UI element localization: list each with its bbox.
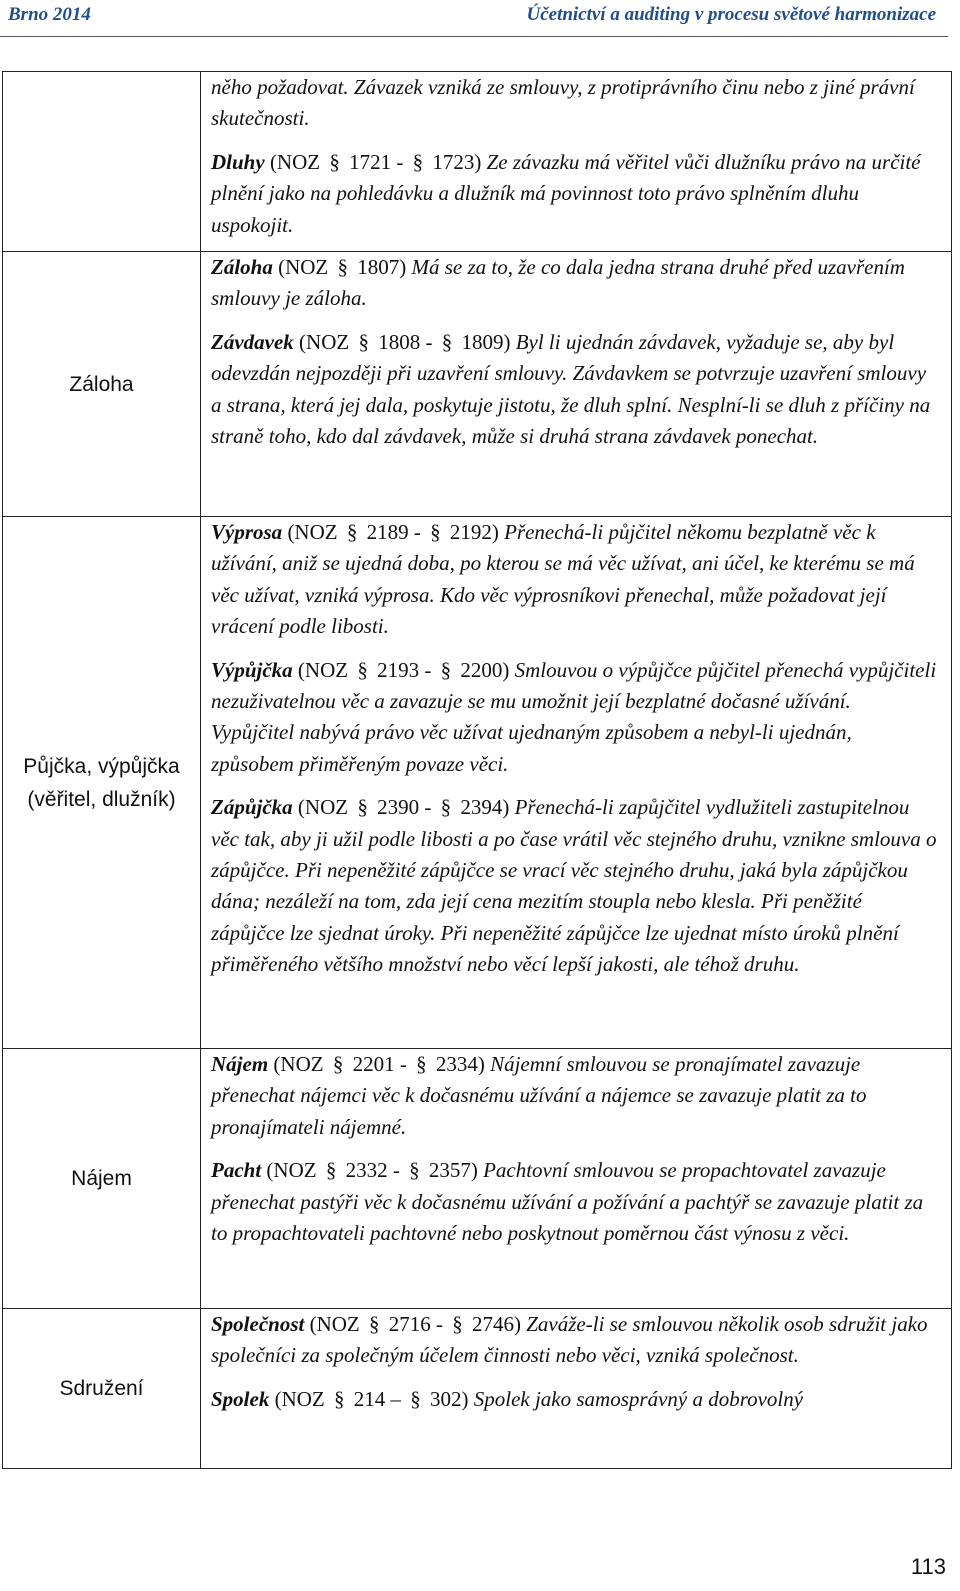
definition-paragraph (211, 72, 939, 135)
text-fragment: 1807) (352, 255, 412, 279)
section-sign: § (440, 657, 452, 682)
section-sign: § (409, 1158, 420, 1183)
text-fragment: 302) (424, 1386, 474, 1411)
section-sign: § (332, 1052, 344, 1076)
term-title: Zápůjčka (211, 795, 293, 820)
section-sign: § (416, 1052, 427, 1076)
row-definitions (201, 252, 952, 517)
definition-paragraph (211, 517, 939, 643)
term-title: Výpůjčka (211, 657, 293, 682)
text-fragment: Ze závazku má věřitel vůči dlužníku právo na určité plnění jako na pohledávku a dlužník má povinnost toto právo splněním dluhu uspokojit. (211, 149, 921, 237)
definition-paragraph (211, 655, 939, 781)
row-definitions (201, 1309, 952, 1469)
text-fragment: Smlouvou o výpůjčce půjčitel přenechá vypůjčiteli nezuživatelnou věc a zavazuje se mu umožnit její bezplatné dočasné užívání. Vypůjčitel nabývá právo věc užívat ujednaným způsobem a nebyl-li ujednán, způsobem přiměřeným povaze věci. (211, 657, 937, 776)
section-sign: § (325, 1158, 337, 1183)
text-fragment: 2334) (430, 1052, 491, 1076)
section-sign: § (452, 1312, 463, 1336)
section-sign: § (358, 329, 369, 354)
text-fragment: 214 – (348, 1386, 407, 1411)
definition-paragraph (211, 1155, 939, 1249)
text-fragment: Nájemní smlouvou se pronajímatel zavazuje přenechat nájemci věc k dočasnému užívání a nájemce se zavazuje platit za to pronajímateli nájemné. (211, 1052, 867, 1139)
section-sign: § (334, 1386, 345, 1411)
text-fragment: Má se za to, že co dala jedna strana druhé před uzavřením smlouvy je záloha. (211, 255, 905, 311)
row-category-label: Nájem (3, 1049, 201, 1309)
definition-paragraph (211, 792, 939, 980)
table-row (3, 252, 952, 517)
section-sign: § (441, 329, 453, 354)
section-sign: § (440, 795, 452, 820)
term-title: Pacht (211, 1158, 262, 1183)
definition-paragraph (211, 1049, 939, 1143)
section-sign: § (369, 1312, 380, 1336)
row-definitions (201, 72, 952, 252)
text-fragment: 2200) (455, 657, 515, 682)
term-title: Nájem (211, 1052, 269, 1076)
text-fragment: Pachtovní smlouvou se propachtovatel zavazuje přenechat pastýři věc k dočasnému užívání a požívání a pachtýř se zavazuje platit za to propachtovateli pachtovné nebo poskytnout poměrnou část výnosu z věci. (211, 1158, 924, 1246)
definition-paragraph (211, 1309, 939, 1372)
text-fragment: něho požadovat. Závazek vzniká ze smlouvy, z protiprávního činu nebo z jiné právní skutečnosti. (211, 75, 915, 131)
section-sign: § (357, 795, 368, 820)
text-fragment: (NOZ (304, 1312, 365, 1336)
text-fragment: (NOZ (268, 1052, 329, 1076)
text-fragment: Zaváže-li se smlouvou několik osob sdružit jako společníci za společným účelem činnosti nebo věci, vzniká společnost. (211, 1312, 928, 1368)
table-row (3, 1049, 952, 1309)
text-fragment: (NOZ (293, 329, 355, 354)
header-title: Účetnictví a auditing v procesu světové harmonizace (526, 4, 936, 25)
text-fragment: 2192) (444, 520, 505, 544)
row-category-label: Půjčka, výpůjčka (věřitel, dlužník) (3, 517, 201, 1049)
row-category-label (3, 72, 201, 252)
definition-paragraph (211, 252, 939, 315)
text-fragment: 1721 - (343, 149, 409, 174)
table-row (3, 517, 952, 1049)
text-fragment: 2390 - (371, 795, 437, 820)
row-definitions (201, 1049, 952, 1309)
term-title: Záloha (211, 255, 273, 279)
definition-paragraph (211, 327, 939, 453)
text-fragment: (NOZ (272, 255, 334, 279)
text-fragment: (NOZ (269, 1386, 330, 1411)
text-fragment: 2746) (466, 1312, 527, 1336)
text-fragment: 1723) (427, 149, 487, 174)
term-title: Společnost (211, 1312, 305, 1336)
section-sign: § (329, 149, 340, 174)
definition-paragraph (211, 1384, 939, 1415)
text-fragment: Spolek jako samosprávný a dobrovolný (473, 1386, 804, 1411)
row-category-label: Záloha (3, 252, 201, 517)
text-fragment: 2193 - (371, 657, 437, 682)
table-row (3, 1309, 952, 1469)
term-title: Dluhy (211, 149, 265, 174)
text-fragment: 2394) (455, 795, 515, 820)
text-fragment: 2332 - (340, 1158, 406, 1183)
text-fragment: 2357) (423, 1158, 484, 1183)
section-sign: § (337, 255, 348, 279)
section-sign: § (430, 520, 441, 544)
text-fragment: (NOZ (264, 149, 326, 174)
content-table (2, 71, 952, 1469)
term-title: Výprosa (211, 520, 283, 544)
page-number: 113 (910, 1554, 946, 1579)
term-title: Závdavek (211, 329, 294, 354)
section-sign: § (410, 1386, 421, 1411)
table-row (3, 72, 952, 252)
text-fragment: 2201 - (347, 1052, 413, 1076)
text-fragment: 1808 - (372, 329, 438, 354)
text-fragment: Přenechá-li půjčitel někomu bezplatně věc k užívání, aniž se ujedná doba, po kterou se má věc užívat, ani účel, ke kterému se má věc užívat, vzniká výprosa. Kdo věc výprosníkovi přenechal, může požadovat její vrácení podle libosti. (211, 520, 915, 639)
row-definitions (201, 517, 952, 1049)
text-fragment: 2716 - (383, 1312, 449, 1336)
header-rule (0, 36, 948, 37)
section-sign: § (357, 657, 368, 682)
term-title: Spolek (211, 1386, 270, 1411)
text-fragment: Byl li ujednán závdavek, vyžaduje se, aby byl odevzdán nejpozději při uzavření smlouvy. Závdavkem se potvrzuje uzavření smlouvy a strana, která jej dala, poskytuje jistotu, že dluh splní. Nesplní-li se dluh z příčiny na straně toho, kdo dal závdavek, může si druhá strana závdavek ponechat. (211, 329, 931, 449)
text-fragment: 1809) (456, 329, 516, 354)
text-fragment: (NOZ (282, 520, 343, 544)
text-fragment: (NOZ (292, 795, 354, 820)
text-fragment: (NOZ (261, 1158, 322, 1183)
section-sign: § (346, 520, 358, 544)
header-conference: Brno 2014 (8, 4, 91, 25)
text-fragment: 2189 - (361, 520, 427, 544)
definition-paragraph (211, 147, 939, 241)
text-fragment: (NOZ (292, 657, 354, 682)
section-sign: § (412, 149, 424, 174)
text-fragment: Přenechá-li zapůjčitel vydlužiteli zastupitelnou věc tak, aby ji užil podle libosti a po čase vrátil věc stejného druhu, vznikne smlouva o zápůjčce. Při nepeněžité zápůjčce se vrací věc stejného druhu, jaká byla zápůjčkou dána; nezáleží na tom, zda její cena mezitím stoupla nebo klesla. Při peněžité zápůjčce lze sjednat úroky. Při nepeněžité zápůjčce lze ujednat místo úroků plnění přiměřeného většího množství nebo věcí lepší jakosti, ale téhož druhu. (211, 795, 937, 977)
row-category-label: Sdružení (3, 1309, 201, 1469)
